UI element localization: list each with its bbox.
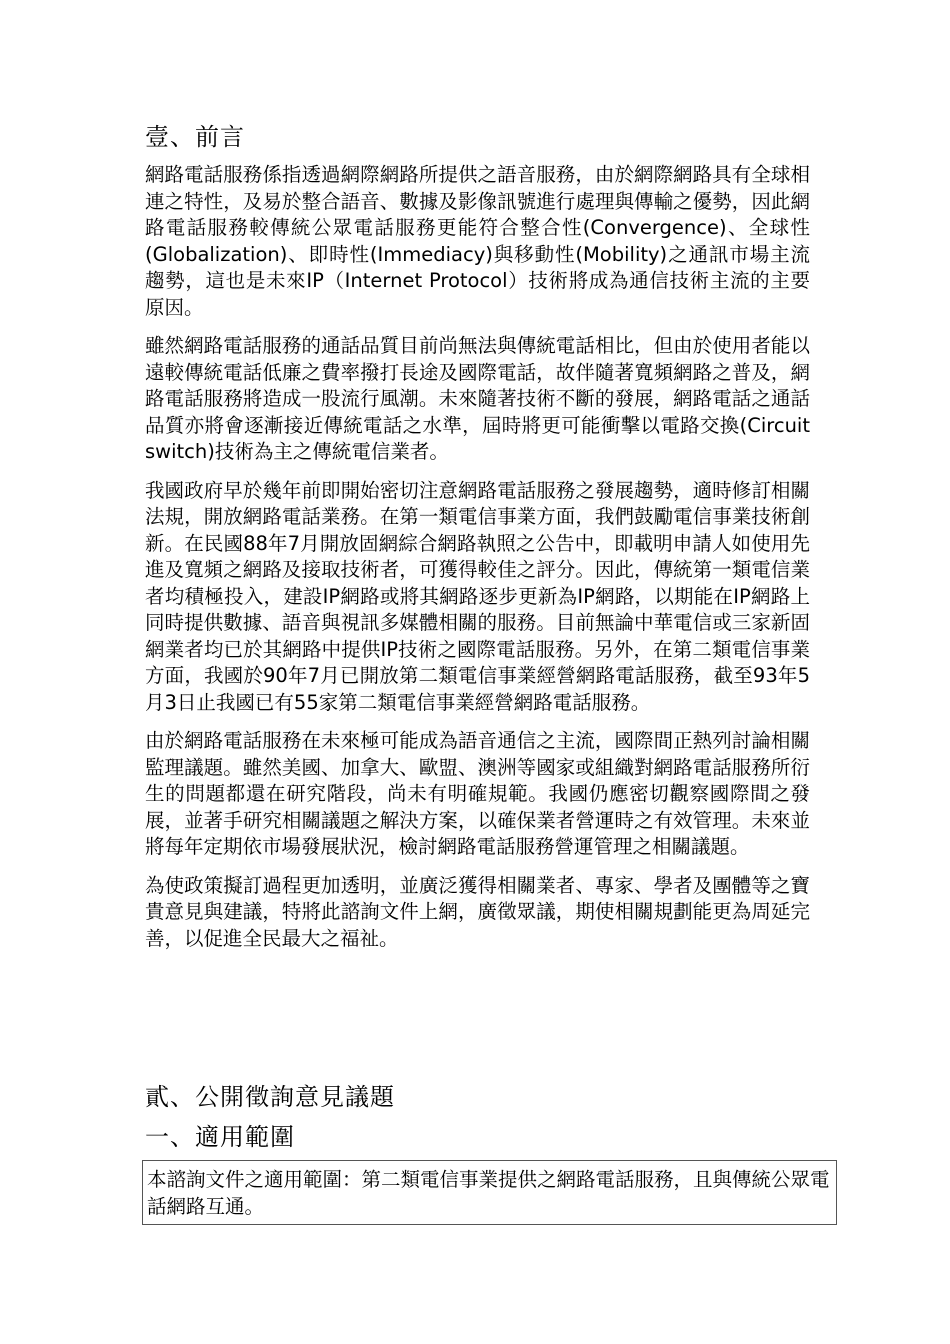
paragraph-3: 我國政府早於幾年前即開始密切注意網路電話服務之發展趨勢，適時修訂相關法規，開放網路電話業務。在第一類電信事業方面，我們鼓勵電信事業技術創新。在民國88年7月開放固網綜合網路執照之公告中，即載明申請人如使用先進及寬頻之網路及接取技術者，可獲得較佳之評分。因此，傳統第一類電信業者均積極投入，建設IP網路或將其網路逐步更新為IP網路，以期能在IP網路上同時提供數據、語音與視訊多媒體相關的服務。目前無論中華電信或三家新固網業者均已於其網路中提供IP技術之國際電話服務。另外，在第二類電信事業方面，我國於90年7月已開放第二類電信事業經營網路電話服務，截至93年5月3日止我國已有55家第二類電信事業經營網路電話服務。	[145, 478, 810, 714]
paragraph-4: 由於網路電話服務在未來極可能成為語音通信之主流，國際間正熱列討論相關監理議題。雖然美國、加拿大、歐盟、澳洲等國家或組織對網路電話服務所衍生的問題都還在研究階段，尚未有明確規範。我國仍應密切觀察國際間之發展，並著手研究相關議題之解決方案，以確保業者營運時之有效管理。未來並將每年定期依市場發展狀況，檢討網路電話服務營運管理之相關議題。	[145, 729, 810, 858]
section-heading-consultation: 貳、公開徵詢意見議題	[145, 1083, 395, 1111]
paragraph-1: 網路電話服務係指透過網際網路所提供之語音服務，由於網際網路具有全球相連之特性，及易於整合語音、數據及影像訊號進行處理與傳輸之優勢，因此網路電話服務較傳統公眾電話服務更能符合整合性(Convergence)、全球性(Globalization)、即時性(Immediacy)與移動性(Mobility)之通訊市場主流趨勢，這也是未來IP（Internet Protocol）技術將成為通信技術主流的主要原因。	[145, 163, 810, 319]
subsection-heading-scope: 一、適用範圍	[145, 1123, 295, 1151]
paragraph-5: 為使政策擬訂過程更加透明，並廣泛獲得相關業者、專家、學者及團體等之寶貴意見與建議，特將此諮詢文件上網，廣徵眾議，期使相關規劃能更為周延完善，以促進全民最大之福祉。	[145, 873, 810, 950]
section-heading-introduction: 壹、前言	[145, 123, 245, 151]
paragraph-2: 雖然網路電話服務的通話品質目前尚無法與傳統電話相比，但由於使用者能以遠較傳統電話低廉之費率撥打長途及國際電話，故伴隨著寬頻網路之普及，網路電話服務將造成一股流行風潮。未來隨著技術不斷的發展，網路電話之通話品質亦將會逐漸接近傳統電話之水準，屆時將更可能衝擊以電路交換(Circuit switch)技術為主之傳統電信業者。	[145, 334, 810, 463]
section-introduction	[145, 118, 810, 964]
section-consultation-issues	[145, 1078, 810, 1158]
scope-text-box: 本諮詢文件之適用範圍：第二類電信事業提供之網路電話服務，且與傳統公眾電話網路互通。	[142, 1160, 837, 1225]
